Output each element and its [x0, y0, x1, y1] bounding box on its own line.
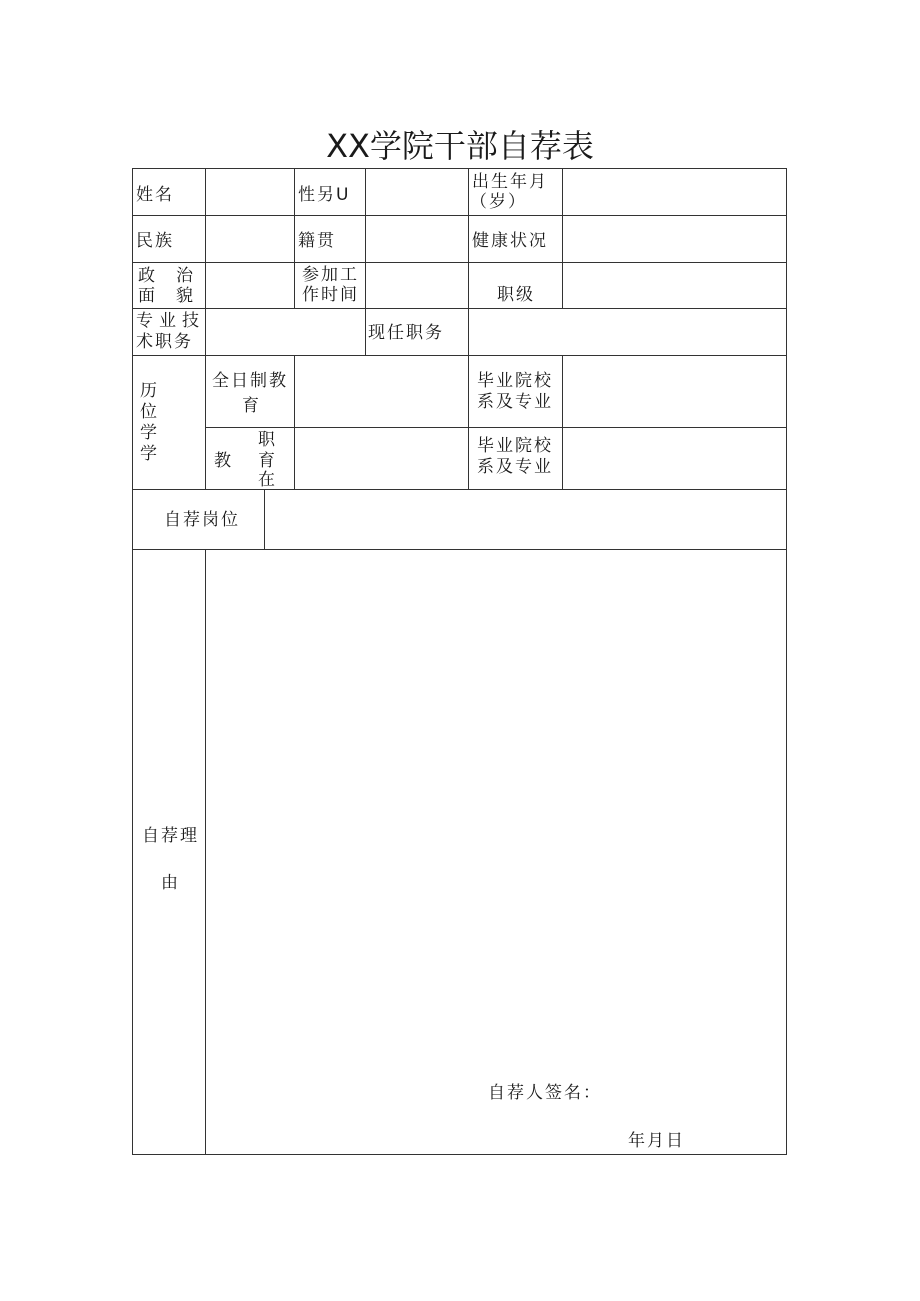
- education-label-4: 学: [140, 444, 159, 464]
- fulltime-label-line2: 育: [242, 396, 261, 416]
- table-border: [132, 168, 133, 1155]
- col-divider: [468, 355, 469, 490]
- reason-label-line2: 由: [161, 873, 180, 893]
- rank-label: 职级: [497, 285, 535, 305]
- health-label: 健康状况: [472, 231, 548, 251]
- education-label-3: 学: [140, 423, 159, 443]
- parttime-label-1: 职: [258, 430, 277, 450]
- school-major-label-line2: 系及专业: [477, 392, 553, 412]
- work-time-label-line2: 作时间: [302, 285, 359, 305]
- table-border: [132, 168, 787, 169]
- rank-field[interactable]: [564, 264, 785, 307]
- post-label: 自荐岗位: [164, 510, 240, 530]
- education-label-2: 位: [140, 402, 159, 422]
- col-divider: [205, 308, 206, 356]
- col-divider: [294, 168, 295, 309]
- current-position-label: 现任职务: [368, 323, 444, 343]
- ethnicity-label: 民族: [136, 231, 174, 251]
- parttime-school-field[interactable]: [564, 429, 785, 488]
- work-time-field[interactable]: [367, 264, 467, 307]
- col-divider: [294, 355, 295, 490]
- col-divider: [365, 168, 366, 309]
- table-border: [786, 168, 787, 1155]
- tech-title-label-line1: 专业技: [136, 311, 205, 331]
- col-divider: [264, 489, 265, 550]
- parttime-label-2: 教: [214, 451, 233, 471]
- col-divider: [562, 355, 563, 490]
- politics-field[interactable]: [207, 264, 293, 307]
- native-place-field[interactable]: [367, 217, 467, 261]
- date-label: 年月日: [628, 1131, 685, 1151]
- school-major2-label-line1: 毕业院校: [477, 436, 553, 456]
- gender-label: 性另U: [298, 185, 351, 205]
- parttime-label-3: 育: [258, 451, 277, 471]
- col-divider: [468, 308, 469, 356]
- form-title: XX学院干部自荐表: [326, 127, 594, 165]
- reason-textarea[interactable]: [207, 551, 785, 1071]
- name-label: 姓名: [136, 185, 174, 205]
- col-divider: [468, 168, 469, 309]
- fulltime-school-field[interactable]: [564, 357, 785, 426]
- birth-label-line1: 出生年月: [472, 172, 548, 192]
- politics-label-2: 治: [176, 266, 195, 286]
- row-divider: [132, 215, 787, 216]
- politics-label-4: 貌: [176, 286, 195, 306]
- gender-field[interactable]: [367, 170, 467, 214]
- tech-title-label-line2: 术职务: [136, 332, 193, 352]
- post-field[interactable]: [266, 491, 785, 548]
- reason-label-line1: 自荐理: [142, 826, 199, 846]
- ethnicity-field[interactable]: [207, 217, 293, 261]
- parttime-label-4: 在: [258, 470, 277, 490]
- school-major-label-line1: 毕业院校: [477, 371, 553, 391]
- col-divider: [562, 168, 563, 309]
- tech-title-field[interactable]: [207, 310, 364, 354]
- col-divider: [365, 308, 366, 356]
- health-field[interactable]: [564, 217, 785, 261]
- work-time-label-line1: 参加工: [302, 265, 359, 285]
- birth-field[interactable]: [564, 170, 785, 214]
- signature-field[interactable]: [600, 1078, 780, 1108]
- row-divider: [132, 308, 787, 309]
- education-label-1: 历: [140, 381, 159, 401]
- row-divider: [132, 262, 787, 263]
- row-divider: [132, 549, 787, 550]
- fulltime-label-line1: 全日制教: [212, 371, 288, 391]
- fulltime-degree-field[interactable]: [296, 357, 467, 426]
- native-place-label: 籍贯: [298, 231, 336, 251]
- name-field[interactable]: [207, 170, 293, 214]
- row-divider: [132, 355, 787, 356]
- row-divider: [132, 489, 787, 490]
- col-divider: [205, 355, 206, 490]
- school-major2-label-line2: 系及专业: [477, 457, 553, 477]
- parttime-degree-field[interactable]: [296, 429, 467, 488]
- signature-label: 自荐人签名：: [488, 1083, 602, 1103]
- col-divider: [205, 168, 206, 309]
- current-position-field[interactable]: [470, 310, 785, 354]
- politics-label-1: 政: [138, 266, 157, 286]
- politics-label-3: 面: [138, 286, 157, 306]
- birth-label-line2: （岁）: [470, 192, 527, 212]
- col-divider: [205, 549, 206, 1155]
- row-divider: [205, 427, 787, 428]
- table-border: [132, 1154, 787, 1155]
